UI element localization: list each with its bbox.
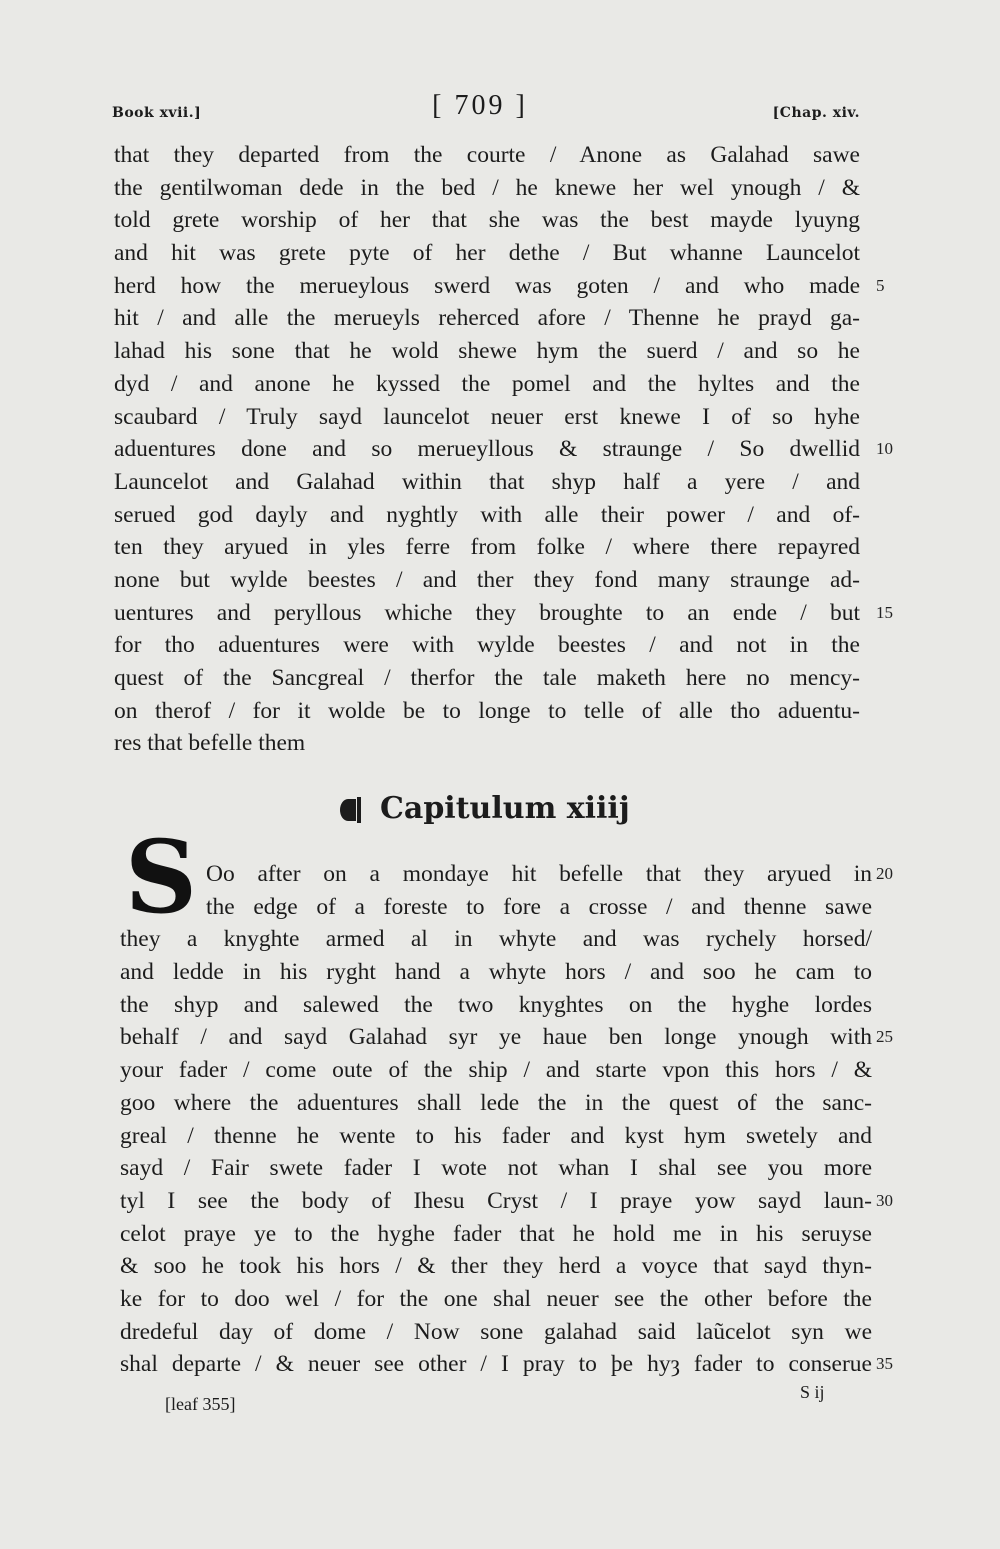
text-line: sayd / Fair swete fader I wote not whan I shal see you more bbox=[120, 1155, 872, 1182]
text-line: Oo after on a mondaye hit befelle that they aryued in 20 bbox=[120, 858, 872, 891]
text-line: ke for to doo wel / for the one shal neuer see the other before the bbox=[120, 1285, 872, 1312]
line-number: 10 bbox=[876, 439, 893, 459]
text-line: behalf / and sayd Galahad syr ye haue ben longe ynough with 25 bbox=[120, 1021, 872, 1054]
running-head-right: [Chap. xiv. bbox=[772, 105, 860, 121]
running-head-left: Book xvii.] bbox=[112, 105, 202, 121]
text-block-bottom bbox=[120, 858, 893, 1381]
text-line: and hit was grete pyte of her dethe / But whanne Launcelot bbox=[114, 240, 860, 267]
line-number: 25 bbox=[876, 1027, 893, 1047]
line-number: 15 bbox=[876, 602, 893, 622]
text-line: dredeful day of dome / Now sone galahad said laũcelot syn we bbox=[120, 1318, 872, 1345]
text-block-top bbox=[114, 139, 893, 760]
text-line: on therof / for it wolde be to longe to telle of alle tho aduentu- bbox=[114, 697, 860, 724]
text-line: aduentures done and so merueyllous & straunge / So dwellid 10 bbox=[114, 433, 860, 466]
text-line: they a knyghte armed al in whyte and was rychely horsed/ bbox=[120, 926, 872, 953]
signature-mark: S ij bbox=[800, 1382, 825, 1402]
text-line: ten they aryued in yles ferre from folke / where there repayred bbox=[114, 534, 860, 561]
text-line: none but wylde beestes / and ther they fond many straunge ad- bbox=[114, 566, 860, 593]
text-line: celot praye ye to the hyghe fader that he hold me in his seruyse bbox=[120, 1220, 872, 1247]
text-line: and ledde in his ryght hand a whyte hors / and soo he cam to bbox=[120, 959, 872, 986]
leaf-note: [leaf 355] bbox=[165, 1394, 236, 1414]
text-line: for tho aduentures were with wylde beestes / and not in the bbox=[114, 632, 860, 659]
line-number: 30 bbox=[876, 1190, 893, 1210]
text-line: told grete worship of her that she was the best mayde lyuyng bbox=[114, 207, 860, 234]
text-line: the edge of a foreste to fore a crosse / and thenne sawe bbox=[206, 893, 872, 920]
chapter-heading bbox=[340, 788, 700, 828]
page-number: [ 709 ] bbox=[432, 90, 528, 121]
text-line: lahad his sone that he wold shewe hym the suerd / and so he bbox=[114, 338, 860, 365]
text-line: dyd / and anone he kyssed the pomel and the hyltes and the bbox=[114, 370, 860, 397]
text-line: the gentilwoman dede in the bed / he knewe her wel ynough / & bbox=[114, 174, 860, 201]
text-line: & soo he took his hors / & ther they herd a voyce that sayd thyn- bbox=[120, 1253, 872, 1280]
line-number: 20 bbox=[876, 864, 893, 883]
chapter-title: Capitulum xiiij bbox=[380, 790, 630, 826]
line-number: 5 bbox=[876, 275, 885, 295]
line-number: 35 bbox=[876, 1354, 893, 1374]
text-line: your fader / come oute of the ship / and starte vpon this hors / & bbox=[120, 1057, 872, 1084]
pilcrow-icon bbox=[340, 793, 366, 823]
text-line: herd how the merueylous swerd was goten / and who made 5 bbox=[114, 270, 860, 303]
text-line: hit / and alle the merueyls reherced afore / Thenne he prayd ga- bbox=[114, 305, 860, 332]
text-line: that they departed from the courte / Anone as Galahad sawe bbox=[114, 142, 860, 168]
text-line: the shyp and salewed the two knyghtes on the hyghe lordes bbox=[120, 991, 872, 1018]
text-line: tyl I see the body of Ihesu Cryst / I praye yow sayd laun- 30 bbox=[120, 1185, 872, 1218]
text-line: quest of the Sancgreal / therfor the tale maketh here no mency- bbox=[114, 665, 860, 691]
drop-cap: S bbox=[124, 818, 198, 936]
text-line: Launcelot and Galahad within that shyp half a yere / and bbox=[114, 468, 860, 495]
text-line: res that befelle them bbox=[114, 730, 306, 757]
text-line: goo where the aduentures shall lede the in the quest of the sanc- bbox=[120, 1089, 872, 1116]
text-line: greal / thenne he wente to his fader and kyst hym swetely and bbox=[120, 1122, 872, 1149]
text-line: serued god dayly and nyghtly with alle their power / and of- bbox=[114, 501, 860, 528]
text-line: uentures and peryllous whiche they broughte to an ende / but 15 bbox=[114, 597, 860, 630]
text-line: shal departe / & neuer see other / I pray to þe hyȝ fader to conserue 35 bbox=[120, 1348, 872, 1381]
text-line: scaubard / Truly sayd launcelot neuer erst knewe I of so hyhe bbox=[114, 403, 860, 430]
